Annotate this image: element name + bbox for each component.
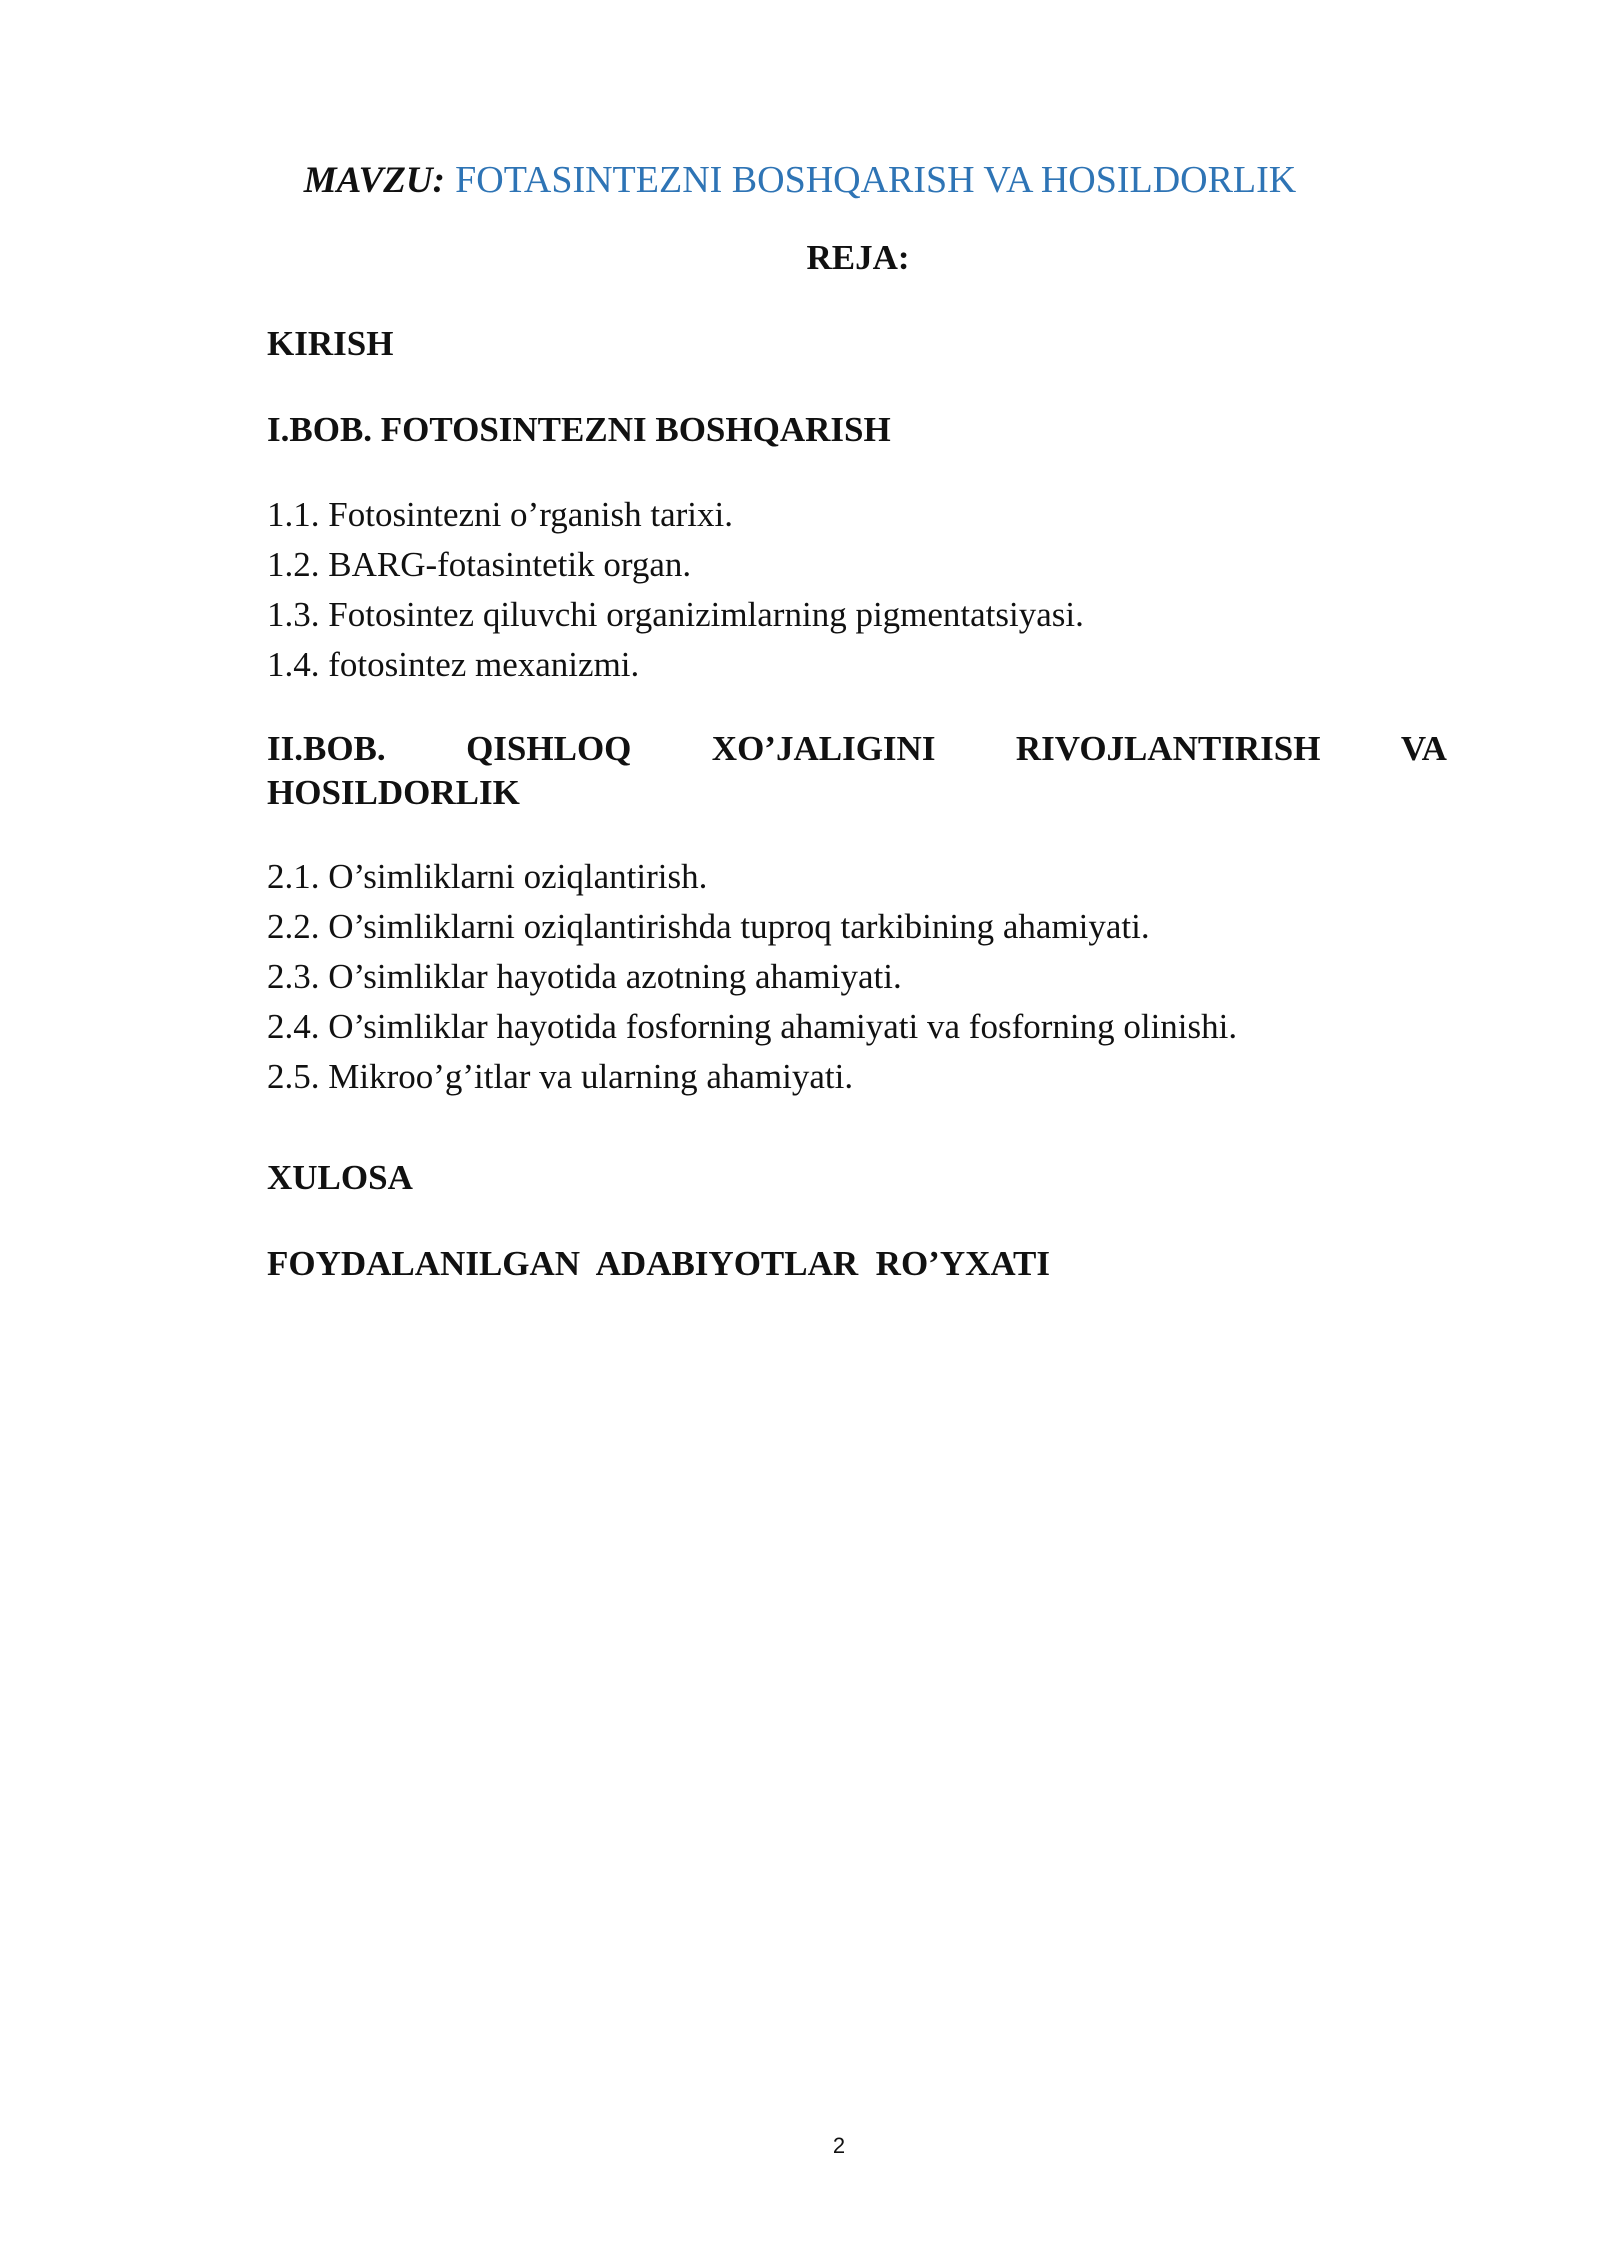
conclusion-heading-block xyxy=(267,1156,1447,1200)
chapter2-heading-word: XO’JALIGINI xyxy=(711,729,936,768)
chapter2-list xyxy=(267,852,1447,1102)
chapter2-heading-block xyxy=(267,727,1447,815)
list-item: 2.3. O’simliklar hayotida azotning ahamiyati. xyxy=(267,957,902,996)
list-item: 1.1. Fotosintezni o’rganish tarixi. xyxy=(267,495,733,534)
chapter2-heading-word: II.BOB. xyxy=(267,729,386,768)
title-prefix: MAVZU: xyxy=(303,160,445,201)
references-heading: FOYDALANILGAN ADABIYOTLAR RO’YXATI xyxy=(267,1244,1051,1283)
list-item: 2.2. O’simliklarni oziqlantirishda tuproq tarkibining ahamiyati. xyxy=(267,907,1150,946)
page-number: 2 xyxy=(832,2133,846,2158)
intro-heading: KIRISH xyxy=(267,324,394,363)
chapter1-list xyxy=(267,490,1447,690)
chapter2-heading-word: RIVOJLANTIRISH xyxy=(1015,729,1321,768)
document-title xyxy=(0,152,1600,207)
chapter1-heading: I.BOB. FOTOSINTEZNI BOSHQARISH xyxy=(267,410,891,449)
conclusion-heading: XULOSA xyxy=(267,1158,413,1197)
intro-heading-block xyxy=(267,322,1447,366)
chapter2-heading-word: VA xyxy=(1400,729,1447,768)
chapter2-heading-line1 xyxy=(267,727,1447,771)
list-item: 2.5. Mikroo’g’itlar va ularning ahamiyati. xyxy=(267,1057,854,1096)
list-item: 2.4. O’simliklar hayotida fosforning ahamiyati va fosforning olinishi. xyxy=(267,1007,1238,1046)
plan-label: REJA: xyxy=(806,238,910,277)
title-text: FOTASINTEZNI BOSHQARISH VA HOSILDORLIK xyxy=(455,159,1297,201)
list-item: 1.2. BARG-fotasintetik organ. xyxy=(267,545,692,584)
chapter2-heading-word: QISHLOQ xyxy=(466,729,632,768)
chapter2-heading-line2: HOSILDORLIK xyxy=(267,773,520,812)
references-heading-block xyxy=(267,1242,1447,1286)
list-item: 1.3. Fotosintez qiluvchi organizimlarning pigmentatsiyasi. xyxy=(267,595,1084,634)
list-item: 2.1. O’simliklarni oziqlantirish. xyxy=(267,857,708,896)
list-item: 1.4. fotosintez mexanizmi. xyxy=(267,645,640,684)
chapter1-heading-block xyxy=(267,408,1447,452)
